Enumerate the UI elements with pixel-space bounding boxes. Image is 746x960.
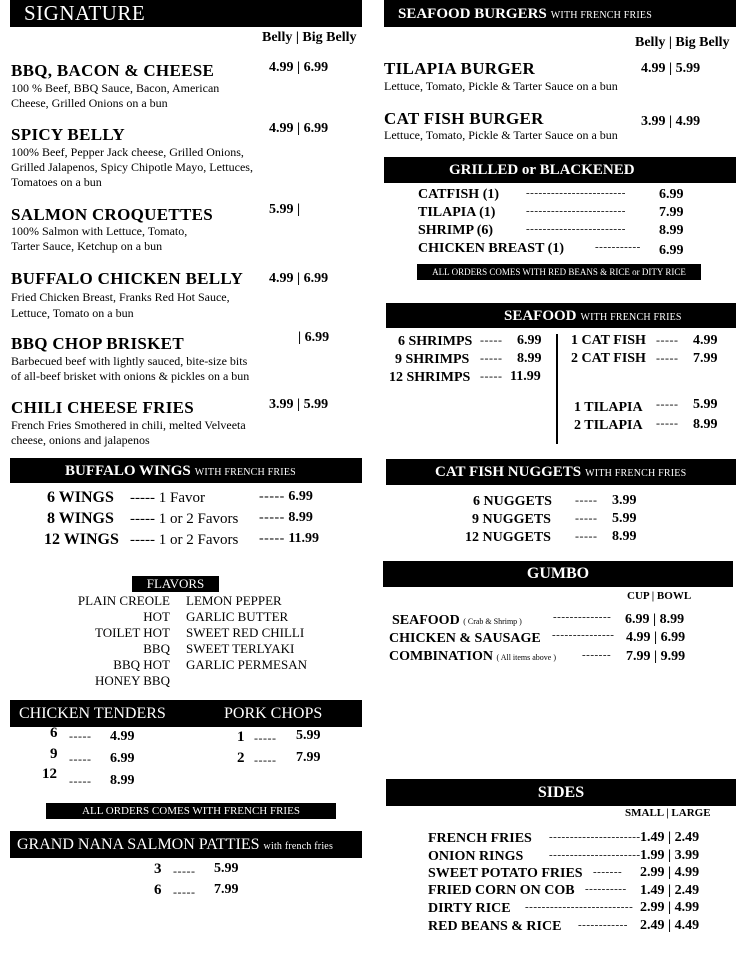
seafood-title: SEAFOOD xyxy=(504,308,577,324)
item-description: Lettuce, Tomato, Pickle & Tarter Sauce on a bun xyxy=(384,128,618,142)
wings-row xyxy=(259,531,319,547)
grilled-header xyxy=(384,157,736,183)
tenders-price: 6.99 xyxy=(110,751,135,766)
side-name: RED BEANS & RICE xyxy=(428,919,562,934)
flavor-item: LEMON PEPPER xyxy=(186,593,282,608)
tenders-pork-header xyxy=(10,700,362,727)
item-name: BBQ, BACON & CHEESE xyxy=(11,61,215,80)
fries-note: ALL ORDERS COMES WITH FRENCH FRIES xyxy=(82,805,300,817)
grilled-price: 8.99 xyxy=(659,223,684,238)
dash: ----- xyxy=(259,510,285,525)
dash: ----------- xyxy=(595,241,641,253)
dash: ----- xyxy=(480,333,503,347)
item-description xyxy=(11,224,187,254)
dash: ----- xyxy=(656,333,679,347)
desc-line: of all-beef brisket with onions & pickles on a bun xyxy=(11,369,250,383)
nuggets-header xyxy=(386,459,736,485)
nuggets-price: 8.99 xyxy=(612,529,637,544)
patties-count: 3 xyxy=(154,861,162,877)
dash: ------------------------ xyxy=(526,187,626,199)
dash: ------------------------ xyxy=(526,223,626,235)
tenders-price: 4.99 xyxy=(110,729,135,744)
side-price: 2.49 | 4.49 xyxy=(640,918,700,933)
seafood-price: 5.99 xyxy=(693,397,718,412)
flavor-item: BBQ HOT xyxy=(113,657,170,672)
dash: ---------------------- xyxy=(549,849,641,861)
seafood-price: 6.99 xyxy=(517,333,542,348)
seafood-burgers-size-header: Belly | Big Belly xyxy=(635,35,730,50)
wings-row xyxy=(44,531,119,549)
seafood-burgers-title: SEAFOOD BURGERS xyxy=(398,6,547,22)
side-name: DIRTY RICE xyxy=(428,901,511,916)
side-price: 1.99 | 3.99 xyxy=(640,848,700,863)
dash: ------------ xyxy=(578,919,628,931)
dash: ---------------------- xyxy=(549,831,641,843)
seafood-price: 8.99 xyxy=(693,417,718,432)
flavor-item: SWEET RED CHILLI xyxy=(186,625,305,640)
gumbo-header xyxy=(383,561,733,587)
desc-line: Grilled Jalapenos, Spicy Chipotle Mayo, Lettuces, xyxy=(11,160,253,174)
flavors-right-list xyxy=(186,593,307,673)
gumbo-price: 6.99 | 8.99 xyxy=(625,612,685,627)
patties-price: 7.99 xyxy=(214,882,239,897)
wings-row xyxy=(130,532,238,549)
wings-row xyxy=(47,489,114,507)
sides-title: SIDES xyxy=(537,784,585,801)
flavor-item: TOILET HOT xyxy=(95,625,170,640)
nuggets-price: 5.99 xyxy=(612,511,637,526)
seafood-name: 1 TILAPIA xyxy=(574,400,643,415)
wings-subtitle: WITH FRENCH FRIES xyxy=(194,467,296,478)
grilled-name: TILAPIA (1) xyxy=(418,205,496,220)
wings-row xyxy=(259,510,313,526)
item-name: CAT FISH BURGER xyxy=(384,109,544,128)
dash: ----- xyxy=(130,490,155,506)
dash: ----- xyxy=(480,369,503,383)
pork-price: 7.99 xyxy=(296,750,321,765)
dash: ----- xyxy=(259,489,285,504)
sides-size-header: SMALL | LARGE xyxy=(625,807,711,819)
gumbo-price: 7.99 | 9.99 xyxy=(626,649,686,664)
desc-line: Fried Chicken Breast, Franks Red Hot Sauce, xyxy=(11,290,230,304)
item-price: 3.99 | 4.99 xyxy=(641,114,701,129)
nuggets-price: 3.99 xyxy=(612,493,637,508)
item-description xyxy=(11,145,253,190)
desc-line: 100% Beef, Pepper Jack cheese, Grilled Onions, xyxy=(11,145,244,159)
grilled-price: 6.99 xyxy=(659,243,684,258)
fries-note-banner xyxy=(46,803,336,819)
wings-count: 6 WINGS xyxy=(47,489,114,506)
seafood-name: 12 SHRIMPS xyxy=(389,370,471,385)
item-price: 5.99 | xyxy=(269,202,301,217)
wings-row xyxy=(47,510,114,528)
item-price: 4.99 | 5.99 xyxy=(641,61,701,76)
dash: ----- xyxy=(130,511,155,527)
grilled-name: CHICKEN BREAST (1) xyxy=(418,241,564,256)
item-description xyxy=(11,418,246,448)
seafood-name: 2 TILAPIA xyxy=(574,418,643,433)
wings-favor: 1 Favor xyxy=(158,490,205,506)
gumbo-price: 4.99 | 6.99 xyxy=(626,630,686,645)
tenders-count: 6 xyxy=(50,725,58,741)
wings-header xyxy=(10,458,362,483)
item-name: SALMON CROQUETTES xyxy=(11,205,214,224)
wings-count: 12 WINGS xyxy=(44,531,119,548)
desc-line: Tomatoes on a bun xyxy=(11,175,102,189)
dash: ----- xyxy=(575,529,598,543)
patties-header xyxy=(10,831,362,858)
grilled-price: 6.99 xyxy=(659,187,684,202)
dash: ------------------------ xyxy=(526,205,626,217)
flavor-item: GARLIC BUTTER xyxy=(186,609,289,624)
wings-row xyxy=(130,490,205,507)
item-price: 4.99 | 6.99 xyxy=(269,60,329,75)
grilled-name: SHRIMP (6) xyxy=(418,223,494,238)
seafood-header xyxy=(386,303,736,328)
seafood-price: 4.99 xyxy=(693,333,718,348)
item-name: BUFFALO CHICKEN BELLY xyxy=(11,269,244,288)
flavors-header xyxy=(132,576,219,592)
dash: ----- xyxy=(480,351,503,365)
desc-line: Cheese, Grilled Onions on a bun xyxy=(11,96,168,110)
dash: ----- xyxy=(259,531,285,546)
dash: ----- xyxy=(173,885,196,899)
item-price: 4.99 | 6.99 xyxy=(269,121,329,136)
dash: -------------------------- xyxy=(525,901,634,913)
dash: ----- xyxy=(575,511,598,525)
dash: ------- xyxy=(582,649,612,661)
item-name: TILAPIA BURGER xyxy=(384,59,536,78)
item-price: 4.99 | 6.99 xyxy=(269,271,329,286)
item-description xyxy=(11,81,219,111)
item-name: BBQ CHOP BRISKET xyxy=(11,334,184,353)
flavor-item: SWEET TERLYAKI xyxy=(186,641,295,656)
desc-line: Barbecued beef with lightly sauced, bite-size bits xyxy=(11,354,248,368)
tenders-count: 9 xyxy=(50,746,58,762)
seafood-name: 9 SHRIMPS xyxy=(395,352,470,367)
side-name: SWEET POTATO FRIES xyxy=(428,866,583,881)
gumbo-size-header: CUP | BOWL xyxy=(627,590,692,602)
gumbo-note: ( Crab & Shrimp ) xyxy=(463,617,522,626)
seafood-price: 8.99 xyxy=(517,351,542,366)
patties-price: 5.99 xyxy=(214,861,239,876)
gumbo-row xyxy=(392,613,522,629)
gumbo-name: COMBINATION xyxy=(389,649,493,664)
desc-line: 100% Salmon with Lettuce, Tomato, xyxy=(11,224,188,238)
pork-title: PORK CHOPS xyxy=(224,705,323,722)
item-name: CHILI CHEESE FRIES xyxy=(11,398,195,417)
tenders-count: 12 xyxy=(42,766,57,782)
pork-count: 2 xyxy=(237,750,245,766)
grilled-name: CATFISH (1) xyxy=(418,187,500,202)
wings-favor: 1 or 2 Favors xyxy=(158,532,239,548)
flavors-left-list xyxy=(40,593,170,689)
gumbo-name: CHICKEN & SAUSAGE xyxy=(389,631,541,646)
seafood-subtitle: WITH FRENCH FRIES xyxy=(580,312,682,323)
signature-size-header: Belly | Big Belly xyxy=(262,30,357,45)
sides-header xyxy=(386,779,736,806)
grilled-note-banner xyxy=(417,264,701,280)
seafood-burgers-header xyxy=(384,0,736,27)
dash: ----- xyxy=(69,752,92,766)
desc-line: 100 % Beef, BBQ Sauce, Bacon, American xyxy=(11,81,220,95)
grilled-title: GRILLED or BLACKENED xyxy=(449,162,635,178)
gumbo-row xyxy=(389,649,556,665)
flavor-item: PLAIN CREOLE xyxy=(77,593,170,608)
flavor-item: BBQ xyxy=(143,641,170,656)
wings-price: 8.99 xyxy=(288,510,313,525)
flavor-item: HOT xyxy=(143,609,170,624)
tenders-price: 8.99 xyxy=(110,773,135,788)
seafood-price: 7.99 xyxy=(693,351,718,366)
dash: ----- xyxy=(69,729,92,743)
nuggets-subtitle: WITH FRENCH FRIES xyxy=(585,468,687,479)
tenders-title: CHICKEN TENDERS xyxy=(19,705,166,722)
seafood-name: 2 CAT FISH xyxy=(571,351,646,366)
flavor-item: HONEY BBQ xyxy=(95,673,170,688)
signature-header xyxy=(10,0,362,27)
wings-price: 6.99 xyxy=(288,489,313,504)
dash: -------------- xyxy=(553,611,612,623)
desc-line: Lettuce, Tomato on a bun xyxy=(11,306,134,320)
patties-count: 6 xyxy=(154,882,162,898)
pork-count: 1 xyxy=(237,729,245,745)
side-price: 2.99 | 4.99 xyxy=(640,900,700,915)
nuggets-name: 9 NUGGETS xyxy=(472,512,551,527)
dash: ----- xyxy=(656,397,679,411)
nuggets-name: 6 NUGGETS xyxy=(473,494,552,509)
side-price: 1.49 | 2.49 xyxy=(640,883,700,898)
dash: ----- xyxy=(254,753,277,767)
gumbo-title: GUMBO xyxy=(526,565,590,582)
dash: ----- xyxy=(130,532,155,548)
gumbo-row xyxy=(389,631,541,647)
item-price: | 6.99 xyxy=(298,330,330,345)
gumbo-name: SEAFOOD xyxy=(392,613,460,628)
seafood-name: 6 SHRIMPS xyxy=(398,334,473,349)
wings-row xyxy=(130,511,238,528)
desc-line: cheese, onions and jalapenos xyxy=(11,433,150,447)
item-description xyxy=(11,289,230,321)
wings-count: 8 WINGS xyxy=(47,510,114,527)
dash: ----- xyxy=(575,493,598,507)
dash: ----- xyxy=(69,774,92,788)
side-name: ONION RINGS xyxy=(428,849,524,864)
side-name: FRENCH FRIES xyxy=(428,831,532,846)
dash: --------------- xyxy=(552,629,615,641)
side-price: 1.49 | 2.49 xyxy=(640,830,700,845)
dash: ----- xyxy=(656,416,679,430)
nuggets-title: CAT FISH NUGGETS xyxy=(435,464,582,480)
dash: ---------- xyxy=(585,883,627,895)
item-name: SPICY BELLY xyxy=(11,125,125,144)
item-price: 3.99 | 5.99 xyxy=(269,397,329,412)
wings-title: BUFFALO WINGS xyxy=(65,463,191,479)
flavor-item: GARLIC PERMESAN xyxy=(186,657,307,672)
dash: ----- xyxy=(656,351,679,365)
flavors-title: FLAVORS xyxy=(146,576,205,591)
wings-row xyxy=(259,489,313,505)
item-description xyxy=(11,354,249,384)
dash: ------- xyxy=(593,866,623,878)
patties-subtitle: with french fries xyxy=(263,841,334,852)
item-description: Lettuce, Tomato, Pickle & Tarter Sauce on a bun xyxy=(384,79,618,93)
seafood-price: 11.99 xyxy=(510,369,541,384)
desc-line: Tarter Sauce, Ketchup on a bun xyxy=(11,239,163,253)
seafood-burgers-subtitle: WITH FRENCH FRIES xyxy=(550,10,652,21)
seafood-name: 1 CAT FISH xyxy=(571,333,646,348)
signature-title: SIGNATURE xyxy=(24,1,146,25)
wings-price: 11.99 xyxy=(288,531,320,546)
grilled-note: ALL ORDERS COMES WITH RED BEANS & RICE or DITY RICE xyxy=(432,267,686,277)
nuggets-name: 12 NUGGETS xyxy=(465,530,551,545)
patties-title: GRAND NANA SALMON PATTIES xyxy=(17,836,260,853)
seafood-divider xyxy=(556,334,558,444)
desc-line: French Fries Smothered in chili, melted Velveeta xyxy=(11,418,246,432)
side-price: 2.99 | 4.99 xyxy=(640,865,700,880)
grilled-price: 7.99 xyxy=(659,205,684,220)
side-name: FRIED CORN ON COB xyxy=(428,883,575,898)
pork-price: 5.99 xyxy=(296,728,321,743)
wings-favor: 1 or 2 Favors xyxy=(158,511,239,527)
dash: ----- xyxy=(173,864,196,878)
gumbo-note: ( All items above ) xyxy=(496,653,557,662)
dash: ----- xyxy=(254,731,277,745)
